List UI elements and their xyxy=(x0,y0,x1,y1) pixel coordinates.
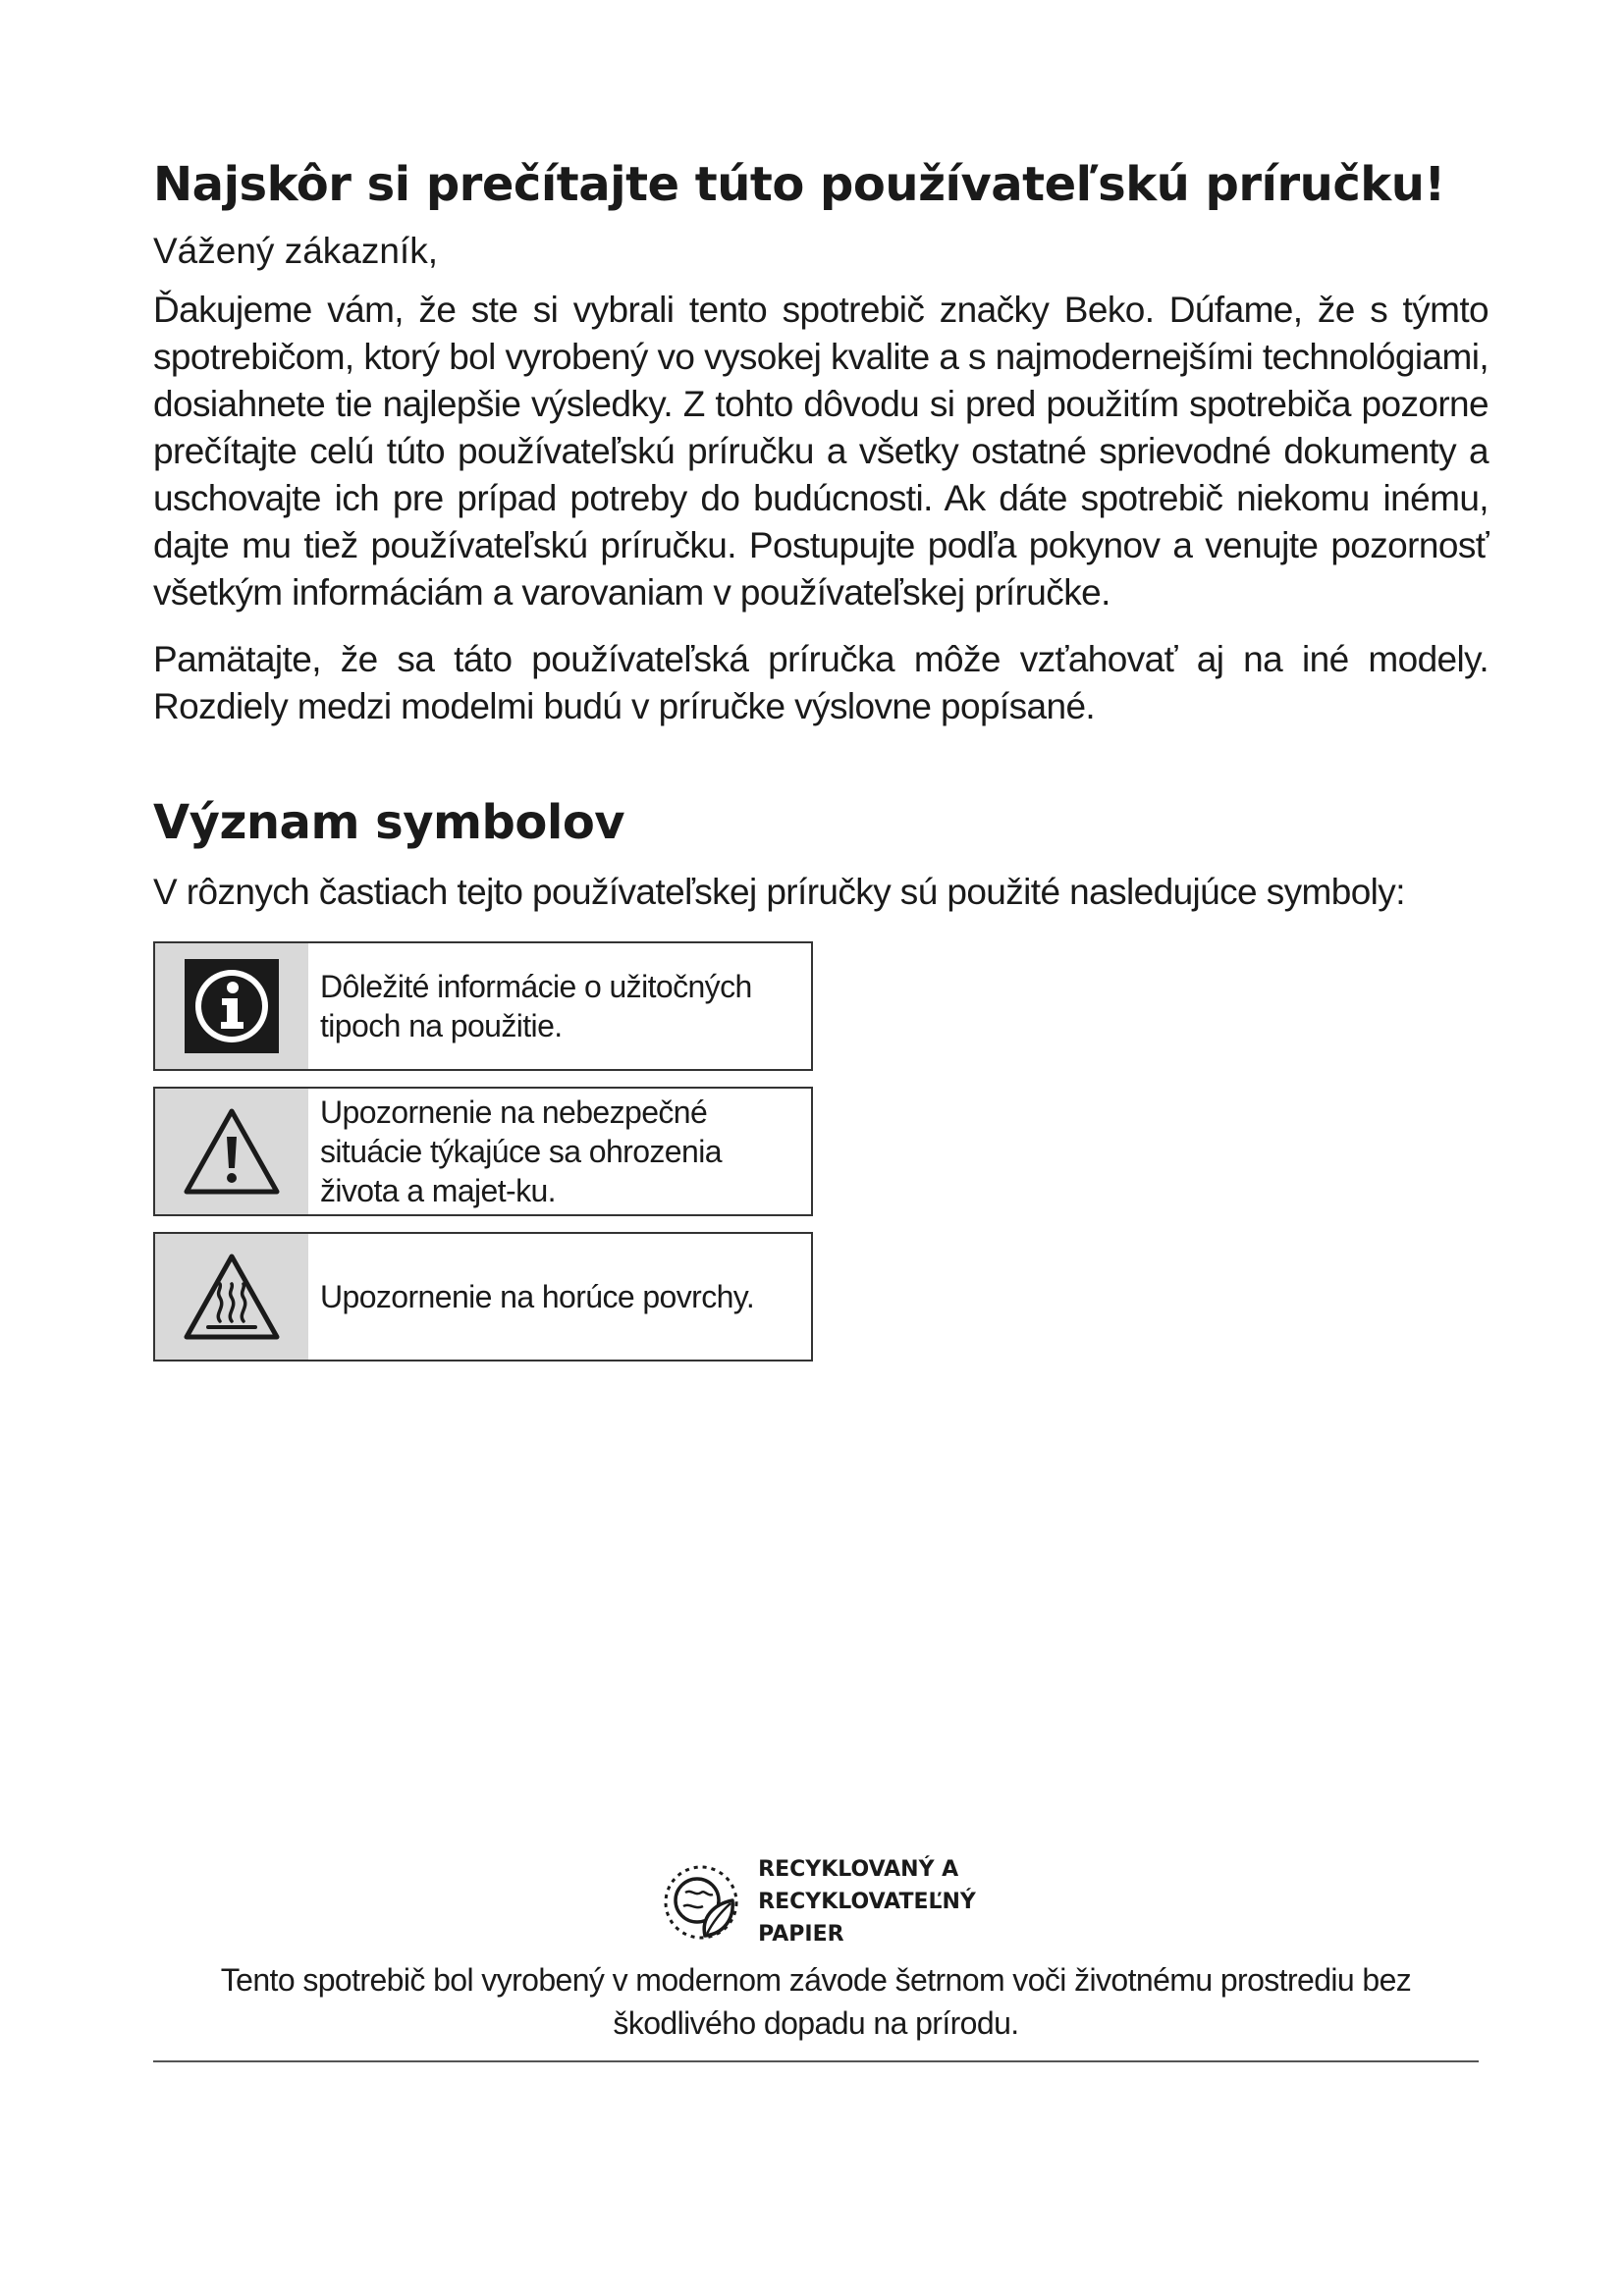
symbol-icon-cell xyxy=(155,943,308,1069)
hot-surface-icon xyxy=(181,1251,283,1343)
eco-label-line-3: PAPIER xyxy=(758,1922,844,1947)
eco-label xyxy=(758,1853,976,1950)
symbol-text-warning: Upozornenie na nebezpečné situácie týkajúce sa ohrozenia života a majet-ku. xyxy=(320,1095,722,1209)
eco-badge xyxy=(153,1853,1479,1950)
warning-icon xyxy=(181,1105,283,1198)
symbol-icon-cell xyxy=(155,1089,308,1214)
symbol-row-warning xyxy=(153,1087,813,1216)
recycled-paper-leaf-icon xyxy=(656,1857,746,1948)
info-icon xyxy=(185,959,279,1053)
symbols-intro: V rôznych častiach tejto používateľskej príručky sú použité nasledujúce symboly: xyxy=(153,872,1405,913)
eco-label-line-1: RECYKLOVANÝ A xyxy=(758,1857,959,1882)
symbol-row-hot-surface xyxy=(153,1232,813,1362)
salutation: Vážený zákazník, xyxy=(153,230,438,271)
symbols-title: Význam symbolov xyxy=(153,794,625,850)
symbol-icon-cell xyxy=(155,1234,308,1360)
intro-paragraph-2: Pamätajte, že sa táto používateľská príručka môže vzťahovať aj na iné modely. Rozdiely medzi modelmi budú v príručke výslovne popísané. xyxy=(153,638,1489,726)
eco-label-line-2: RECYKLOVATEĽNÝ xyxy=(758,1890,976,1914)
symbol-text-info: Dôležité informácie o užitočných tipoch na použitie. xyxy=(320,969,752,1044)
symbol-text-hot-surface: Upozornenie na horúce povrchy. xyxy=(320,1279,755,1315)
footer-divider xyxy=(153,2060,1479,2062)
page-title: Najskôr si prečítajte túto používateľskú príručku! xyxy=(153,157,1445,212)
page-content xyxy=(153,157,1489,1377)
symbols-table xyxy=(153,941,813,1362)
footer-text: Tento spotrebič bol vyrobený v modernom závode šetrnom voči životnému prostrediu bez škodlivého dopadu na prírodu. xyxy=(220,1962,1412,2041)
intro-paragraph-1: Ďakujeme vám, že ste si vybrali tento spotrebič značky Beko. Dúfame, že s týmto spotrebičom, ktorý bol vyrobený vo vysokej kvalite a s najmodernejšími technológiami, dosiahnete tie najlepšie výsledky. Z tohto dôvodu si pred použitím spotrebiča pozorne prečítajte celú túto používateľskú príručku a všetky ostatné sprievodné dokumenty a uschovajte ich pre prípad potreby do budúcnosti. Ak dáte spotrebič niekomu inému, dajte mu tiež používateľskú príručku. Postupujte podľa pokynov a venujte pozornosť všetkým informáciám a varovaniam v používateľskej príručke. xyxy=(153,289,1489,613)
symbol-row-info xyxy=(153,941,813,1071)
footer xyxy=(153,1853,1479,2070)
